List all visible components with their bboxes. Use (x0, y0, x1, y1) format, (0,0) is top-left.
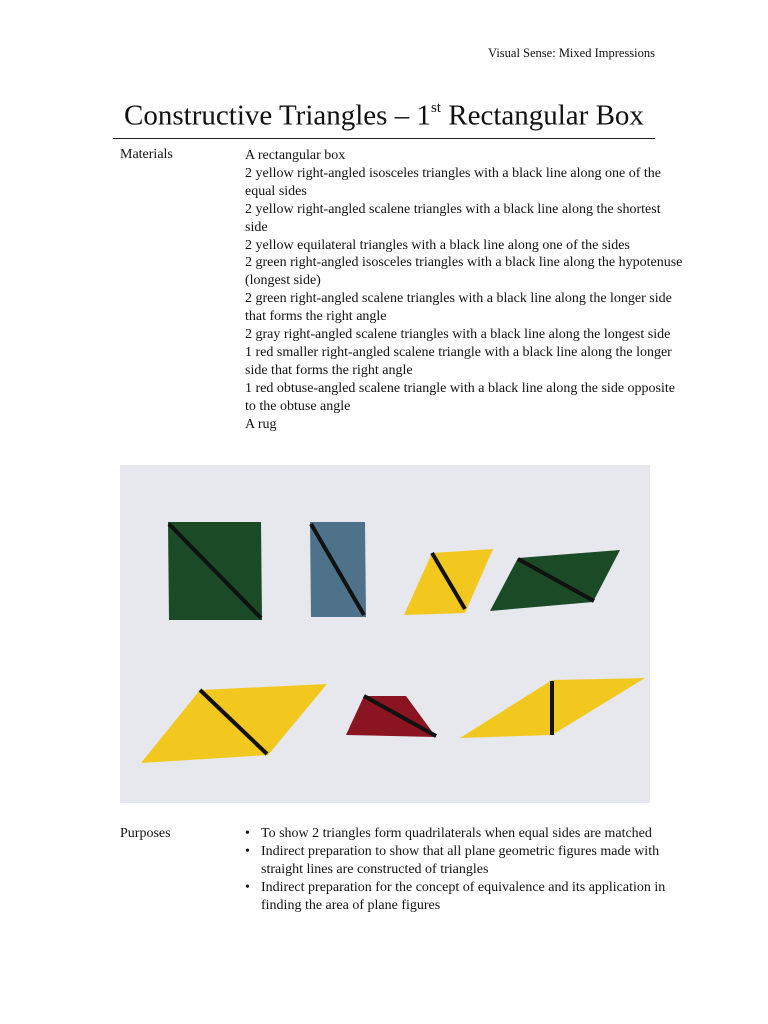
materials-item: 1 red smaller right-angled scalene triangle with a black line along the longer side that forms the right angle (245, 344, 672, 378)
purposes-list (245, 825, 675, 915)
title-main: Constructive Triangles – 1 (124, 99, 431, 132)
materials-item: 2 yellow right-angled isosceles triangles with a black line along one of the equal sides (245, 165, 661, 199)
materials-item: 2 green right-angled scalene triangles with a black line along the longer side that forms the right angle (245, 291, 672, 325)
title-superscript: st (430, 100, 441, 116)
materials-item: A rug (245, 416, 277, 432)
triangles-photo (120, 465, 650, 803)
materials-item: 2 yellow right-angled scalene triangles with a black line along the shortest side (245, 201, 661, 235)
title-rest: Rectangular Box (448, 99, 644, 132)
header-note: Visual Sense: Mixed Impressions (488, 46, 655, 60)
materials-item: 2 gray right-angled scalene triangles with a black line along the longest side (245, 327, 671, 343)
triangles-photo-svg (120, 465, 650, 803)
materials-label: Materials (120, 147, 173, 162)
materials-item: 2 yellow equilateral triangles with a black line along one of the sides (245, 237, 630, 253)
purposes-label: Purposes (120, 826, 171, 841)
purposes-item: • To show 2 triangles form quadrilaterals when equal sides are matched (245, 825, 675, 843)
materials-item: A rectangular box (245, 148, 346, 163)
materials-list (245, 147, 685, 434)
materials-item: 1 red obtuse-angled scalene triangle with a black line along the side opposite to the obtuse angle (245, 380, 675, 414)
materials-item: 2 green right-angled isosceles triangles with a black line along the hypotenuse (longest side) (245, 255, 683, 289)
purposes-item: • Indirect preparation to show that all plane geometric figures made with straight lines are constructed of triangles (245, 843, 675, 879)
purposes-item: • Indirect preparation for the concept of equivalence and its application in finding the area of plane figures (245, 879, 675, 915)
page-title (113, 92, 655, 139)
